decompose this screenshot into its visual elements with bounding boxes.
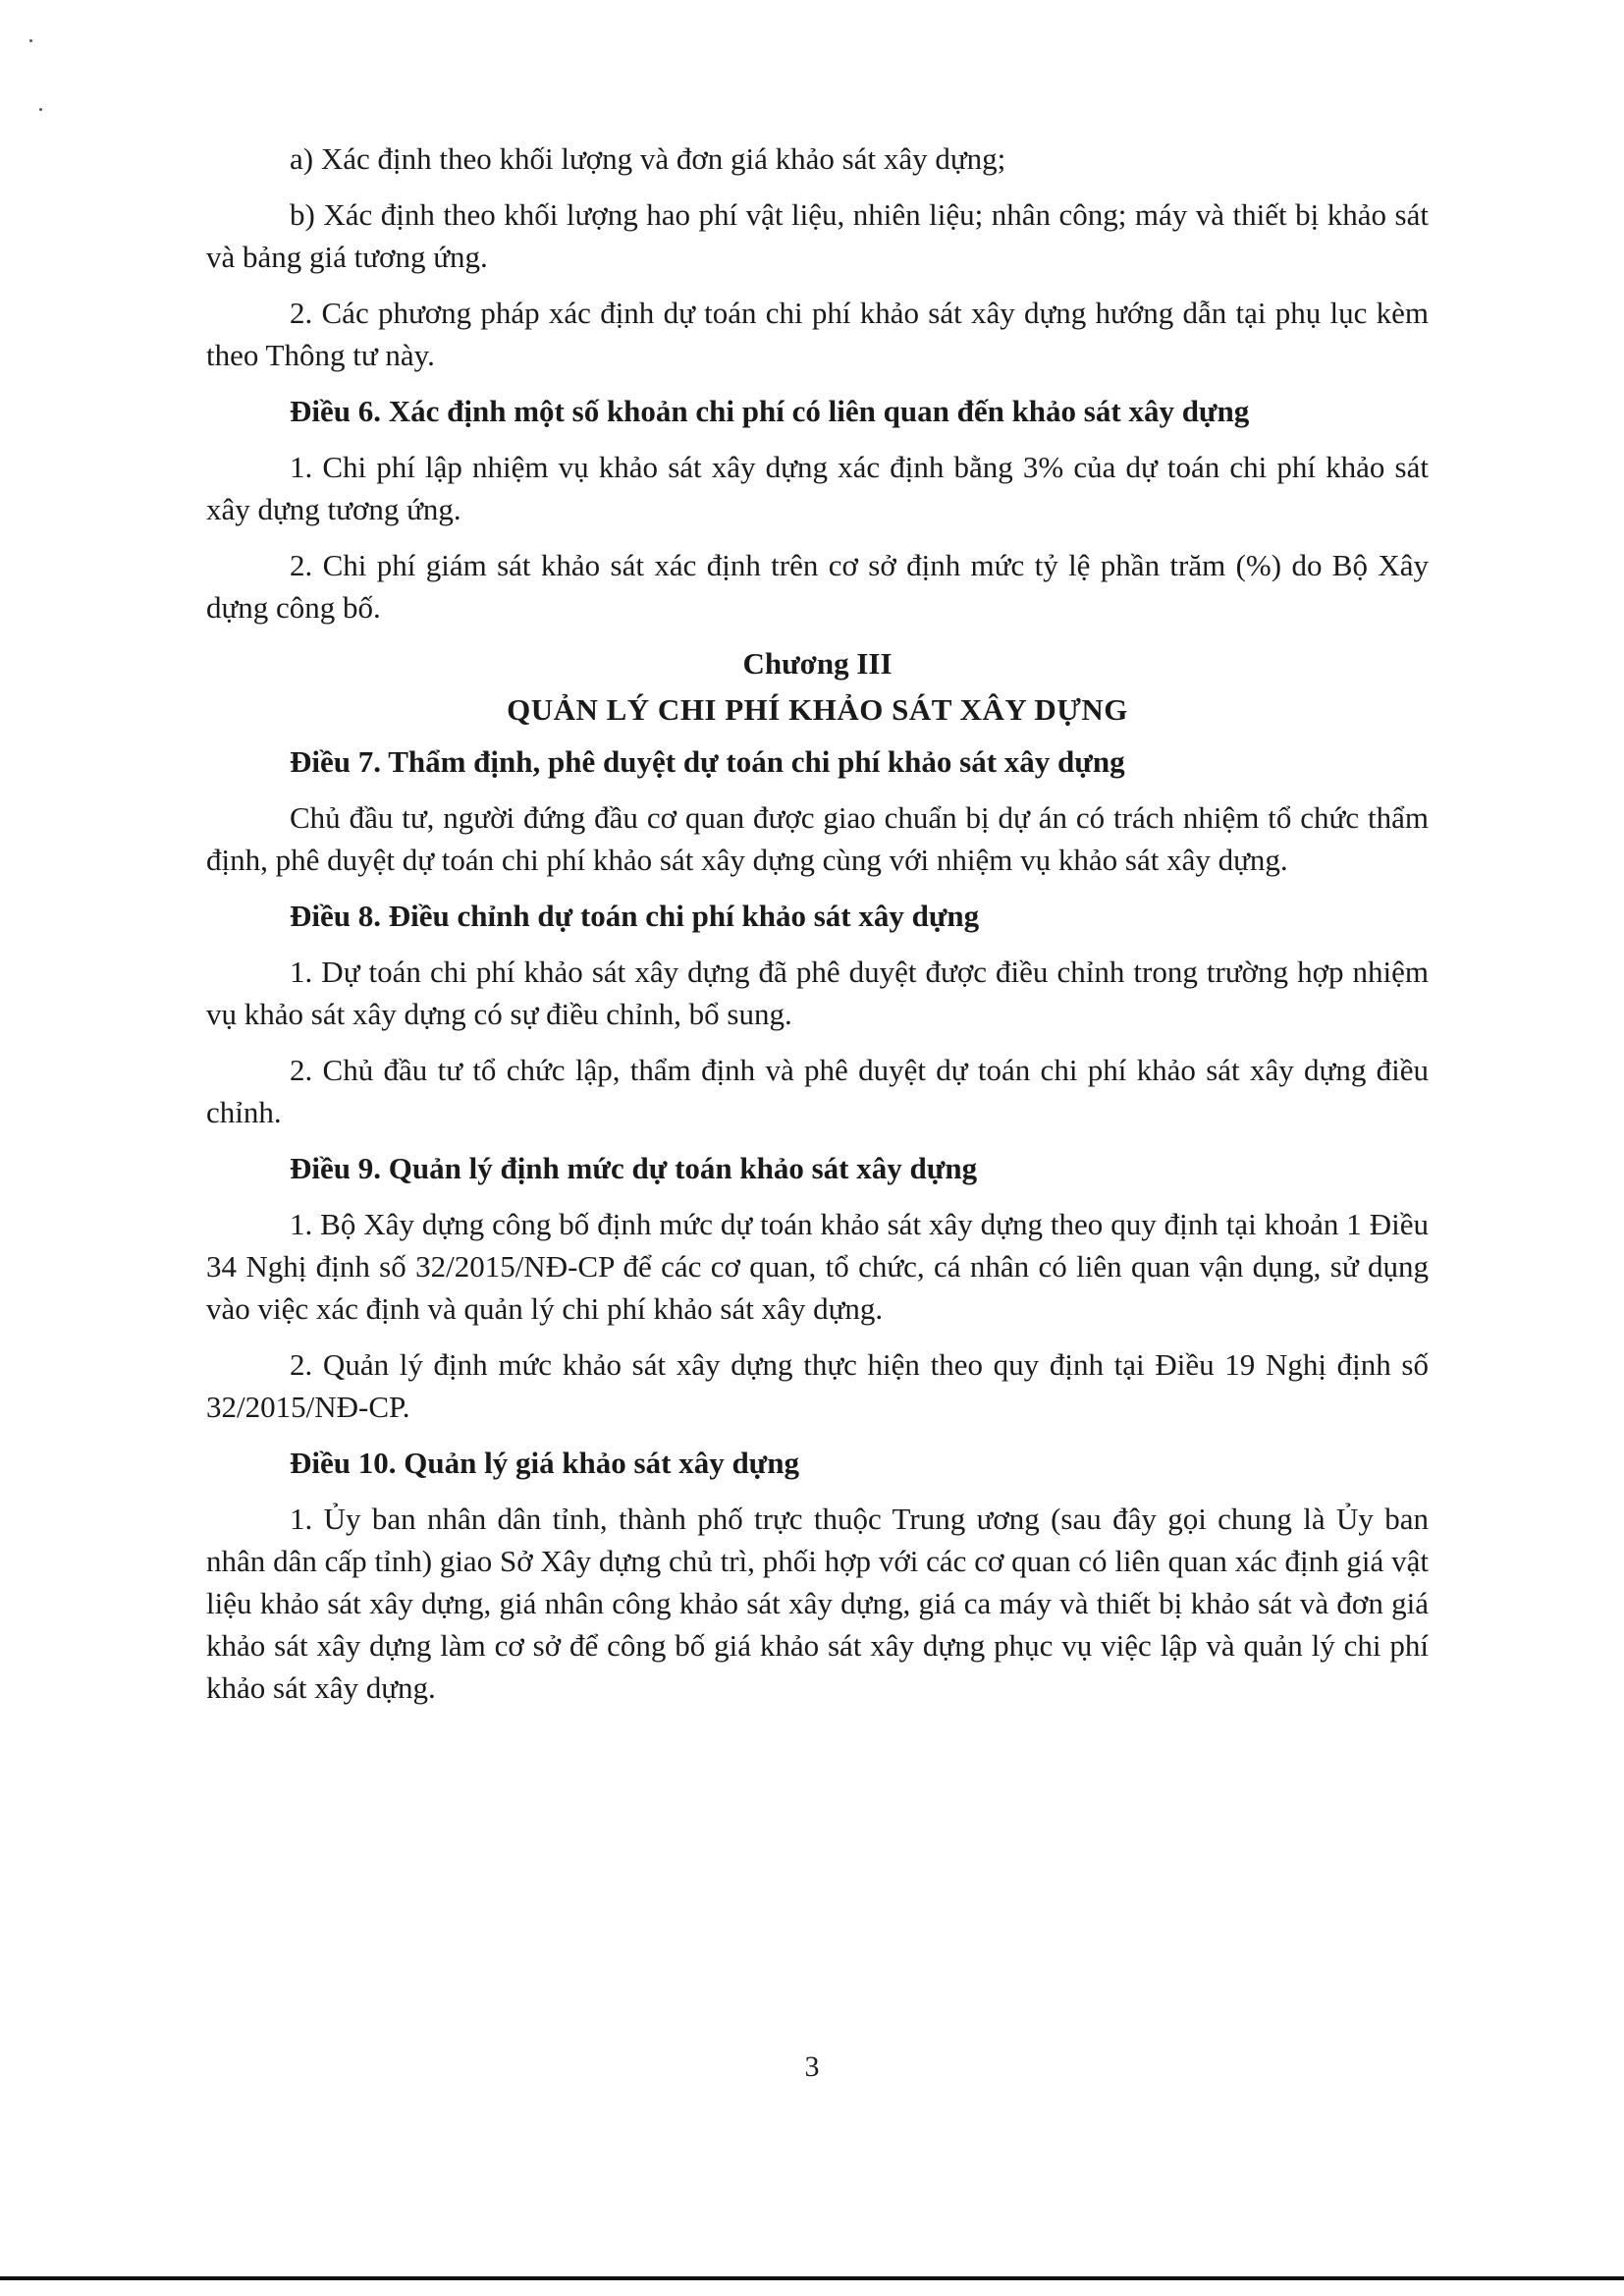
page-number: 3 [804, 2050, 820, 2083]
paragraph: 1. Chi phí lập nhiệm vụ khảo sát xây dựng xác định bằng 3% của dự toán chi phí khảo sát xây dựng tương ứng. [206, 450, 1429, 526]
article-heading: Điều 6. Xác định một số khoản chi phí có liên quan đến khảo sát xây dựng [290, 394, 1250, 428]
paragraph: 1. Bộ Xây dựng công bố định mức dự toán khảo sát xây dựng theo quy định tại khoản 1 Điều 34 Nghị định số 32/2015/NĐ-CP để các cơ quan, tổ chức, cá nhân có liên quan vận dụng, sử dụng vào việc xác định và quản lý chi phí khảo sát xây dựng. [206, 1207, 1429, 1326]
chapter-title: QUẢN LÝ CHI PHÍ KHẢO SÁT XÂY DỰNG [507, 692, 1128, 727]
chapter-label: Chương III [742, 646, 893, 681]
paragraph: 2. Các phương pháp xác định dự toán chi phí khảo sát xây dựng hướng dẫn tại phụ lục kèm theo Thông tư này. [206, 296, 1429, 372]
paragraph: 1. Ủy ban nhân dân tỉnh, thành phố trực thuộc Trung ương (sau đây gọi chung là Ủy ban nhân dân cấp tỉnh) giao Sở Xây dựng chủ trì, phối hợp với các cơ quan có liên quan xác định giá vật liệu khảo sát xây dựng, giá nhân công khảo sát xây dựng, giá ca máy và thiết bị khảo sát và đơn giá khảo sát xây dựng làm cơ sở để công bố giá khảo sát xây dựng phục vụ việc lập và quản lý chi phí khảo sát xây dựng. [206, 1502, 1429, 1705]
document-body [206, 137, 1429, 1722]
article-heading: Điều 9. Quản lý định mức dự toán khảo sát xây dựng [290, 1151, 978, 1185]
paragraph: 2. Chủ đầu tư tổ chức lập, thẩm định và phê duyệt dự toán chi phí khảo sát xây dựng điều chỉnh. [206, 1053, 1429, 1129]
paragraph: 1. Dự toán chi phí khảo sát xây dựng đã phê duyệt được điều chỉnh trong trường hợp nhiệm vụ khảo sát xây dựng có sự điều chỉnh, bổ sung. [206, 955, 1429, 1031]
paragraph: 2. Chi phí giám sát khảo sát xác định trên cơ sở định mức tỷ lệ phần trăm (%) do Bộ Xây dựng công bố. [206, 548, 1429, 625]
scan-edge-line [0, 2276, 1624, 2280]
article-heading: Điều 10. Quản lý giá khảo sát xây dựng [290, 1446, 800, 1480]
scan-speck [29, 39, 32, 42]
paragraph: Chủ đầu tư, người đứng đầu cơ quan được giao chuẩn bị dự án có trách nhiệm tổ chức thẩm định, phê duyệt dự toán chi phí khảo sát xây dựng cùng với nhiệm vụ khảo sát xây dựng. [206, 800, 1429, 877]
article-heading: Điều 8. Điều chỉnh dự toán chi phí khảo sát xây dựng [290, 899, 980, 933]
scan-speck [39, 108, 42, 111]
paragraph: a) Xác định theo khối lượng và đơn giá khảo sát xây dựng; [290, 141, 1006, 176]
paragraph: 2. Quản lý định mức khảo sát xây dựng thực hiện theo quy định tại Điều 19 Nghị định số 32/2015/NĐ-CP. [206, 1347, 1429, 1424]
article-heading: Điều 7. Thẩm định, phê duyệt dự toán chi phí khảo sát xây dựng [290, 744, 1125, 779]
paragraph: b) Xác định theo khối lượng hao phí vật liệu, nhiên liệu; nhân công; máy và thiết bị khảo sát và bảng giá tương ứng. [206, 197, 1429, 274]
